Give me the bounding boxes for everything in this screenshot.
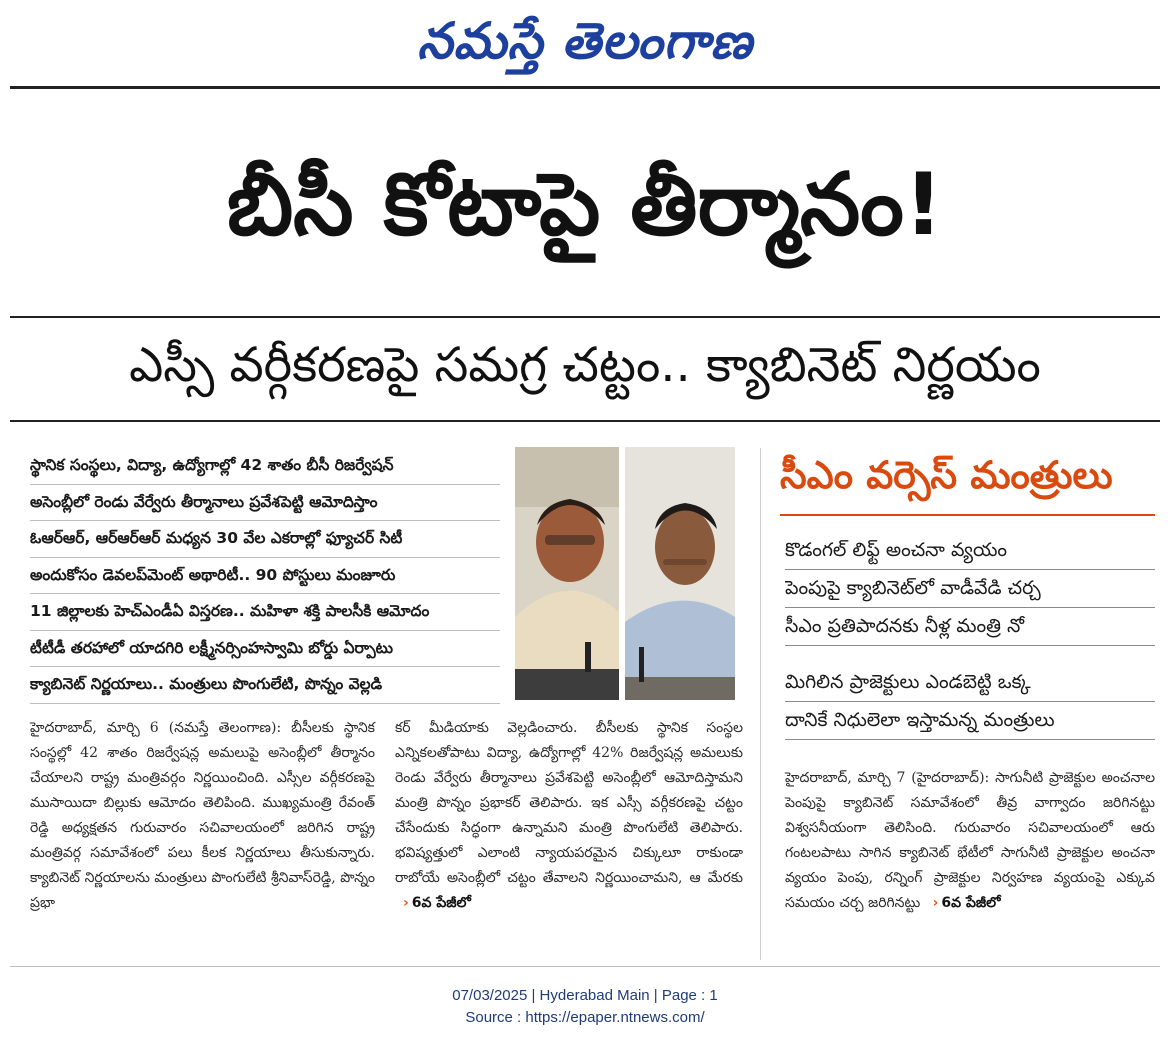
chevron-right-icon: › <box>932 895 939 911</box>
side-deck-line: కొడంగల్ లిఫ్ట్ అంచనా వ్యయం <box>785 532 1155 570</box>
main-story-column-1 <box>30 716 375 916</box>
side-story-continued-link[interactable] <box>933 891 1001 916</box>
side-story-body <box>785 766 1155 916</box>
side-deck-line: మిగిలిన ప్రాజెక్టులు ఎండబెట్టి ఒక్క <box>785 664 1155 702</box>
masthead <box>0 0 1170 82</box>
highlight-item: అందుకోసం డెవలప్‌మెంట్ అథారిటీ.. 90 పోస్టులు మంజూరు <box>30 558 500 595</box>
side-story-text: హైదరాబాద్, మార్చి 7 (హైదరాబాద్): సాగునీటి ప్రాజెక్టుల అంచనాల పెంపుపై క్యాబినెట్ సమావేశంలో తీవ్ర వాగ్వాదం జరిగినట్టు విశ్వసనీయంగా తెలిసింది. గురువారం సచివాలయంలో ఆరు గంటలపాటు సాగిన క్యాబినెట్ భేటీలో సాగునీటి ప్రాజెక్టుల అంచనా వ్యయం పెంపు, రన్నింగ్ ప్రాజెక్టుల నిర్వహణ వ్యయంపై ఎక్కువ సమయం చర్చ జరిగినట్టు <box>785 770 1155 911</box>
main-story-text-2: కర్ మీడియాకు వెల్లడించారు. బీసీలకు స్థానిక సంస్థల ఎన్నికలతోపాటు విద్యా, ఉద్యోగాల్లో 42% రిజర్వేషన్ల అమలుకు రెండు వేర్వేరు తీర్మానాలు ప్రవేశపెట్టి అసెంబ్లీలో ఆమోదిస్తామని మంత్రి పొన్నం ప్రభాకర్ తెలిపారు. ఇక ఎస్సీ వర్గీకరణపై చట్టం చేసేందుకు సిద్ధంగా ఉన్నామని మంత్రి పొంగులేటి తెలిపారు. భవిష్యత్తులో ఎలాంటి న్యాయపరమైన చిక్కులూ రాకుండా రాబోయే అసెంబ్లీలో చట్టం తేవాలని నిర్ణయించామని, ఆ మేరకు <box>395 720 743 886</box>
top-divider <box>10 86 1160 89</box>
highlight-item: టీటీడీ తరహాలో యాదగిరి లక్ష్మీనర్సింహస్వామి బోర్డు ఏర్పాటు <box>30 631 500 668</box>
minister-photo-left <box>515 447 619 700</box>
highlight-item: 11 జిల్లాలకు హెచ్ఎండీఏ విస్తరణ.. మహిళా శక్తి పాలసీకి ఆమోదం <box>30 594 500 631</box>
highlights-list <box>30 448 500 704</box>
side-story-divider <box>760 448 761 960</box>
sub-headline: ఎస్సీ వర్గీకరణపై సమగ్ర చట్టం.. క్యాబినెట్ నిర్ణయం <box>129 337 1041 393</box>
edition-info: 07/03/2025 | Hyderabad Main | Page : 1 <box>452 987 718 1004</box>
minister-photo-right-image <box>625 447 735 700</box>
side-deck-line: దానికే నిధులెలా ఇస్తామన్న మంత్రులు <box>785 702 1155 740</box>
bottom-divider <box>10 966 1160 967</box>
main-story-jump-label: 6వ పేజీలో <box>411 895 471 911</box>
headline-divider <box>10 316 1160 318</box>
main-story-continued-link[interactable] <box>403 891 471 916</box>
highlight-item: క్యాబినెట్ నిర్ణయాలు.. మంత్రులు పొంగులేటి, పొన్నం వెల్లడి <box>30 667 500 704</box>
main-story-text-1: హైదరాబాద్, మార్చి 6 (నమస్తే తెలంగాణ): బీసీలకు స్థానిక సంస్థల్లో 42 శాతం రిజర్వేషన్ల అమలుపై అసెంబ్లీలో తీర్మానం చేయాలని రాష్ట్ర మంత్రివర్గం నిర్ణయించింది. ఎస్సీల వర్గీకరణపై ముసాయిదా బిల్లుకు ఆమోదం తెలిపింది. ముఖ్యమంత్రి రేవంత్ రెడ్డి అధ్యక్షతన గురువారం సచివాలయంలో జరిగిన రాష్ట్ర మంత్రివర్గ సమావేశంలో పలు కీలక నిర్ణయాలు తీసుకున్నారు. క్యాబినెట్ నిర్ణయాలను మంత్రులు పొంగులేటి శ్రీనివాస్‌రెడ్డి, పొన్నం ప్రభా <box>30 720 375 911</box>
side-story-title: సీఎం వర్సెస్ మంత్రులు <box>780 453 1113 497</box>
minister-photo-left-image <box>515 447 619 700</box>
side-deck-line: పెంపుపై క్యాబినెట్‌లో వాడీవేడి చర్చ <box>785 570 1155 608</box>
highlight-item: స్థానిక సంస్థలు, విద్యా, ఉద్యోగాల్లో 42 శాతం బీసీ రిజర్వేషన్ <box>30 448 500 485</box>
side-story-decks <box>785 532 1155 740</box>
main-story-column-2 <box>395 716 743 916</box>
minister-photo-right <box>625 447 735 700</box>
source-link[interactable]: Source : https://epaper.ntnews.com/ <box>465 1009 705 1026</box>
side-story-jump-label: 6వ పేజీలో <box>941 895 1001 911</box>
side-deck-line: సీఎం ప్రతిపాదనకు నీళ్ల మంత్రి నో <box>785 608 1155 646</box>
highlight-item: అసెంబ్లీలో రెండు వేర్వేరు తీర్మానాలు ప్రవేశపెట్టి ఆమోదిస్తాం <box>30 485 500 522</box>
chevron-right-icon: › <box>403 895 409 911</box>
subhead-divider <box>10 420 1160 422</box>
newspaper-logo: నమస్తే తెలంగాణ <box>417 12 753 70</box>
highlight-item: ఓఆర్ఆర్, ఆర్ఆర్ఆర్ మధ్యన 30 వేల ఎకరాల్లో ఫ్యూచర్ సిటీ <box>30 521 500 558</box>
page-footer <box>0 985 1170 1029</box>
side-title-underline <box>780 514 1155 516</box>
main-headline: బీసీ కోటాపై తీర్మానం! <box>226 155 944 255</box>
